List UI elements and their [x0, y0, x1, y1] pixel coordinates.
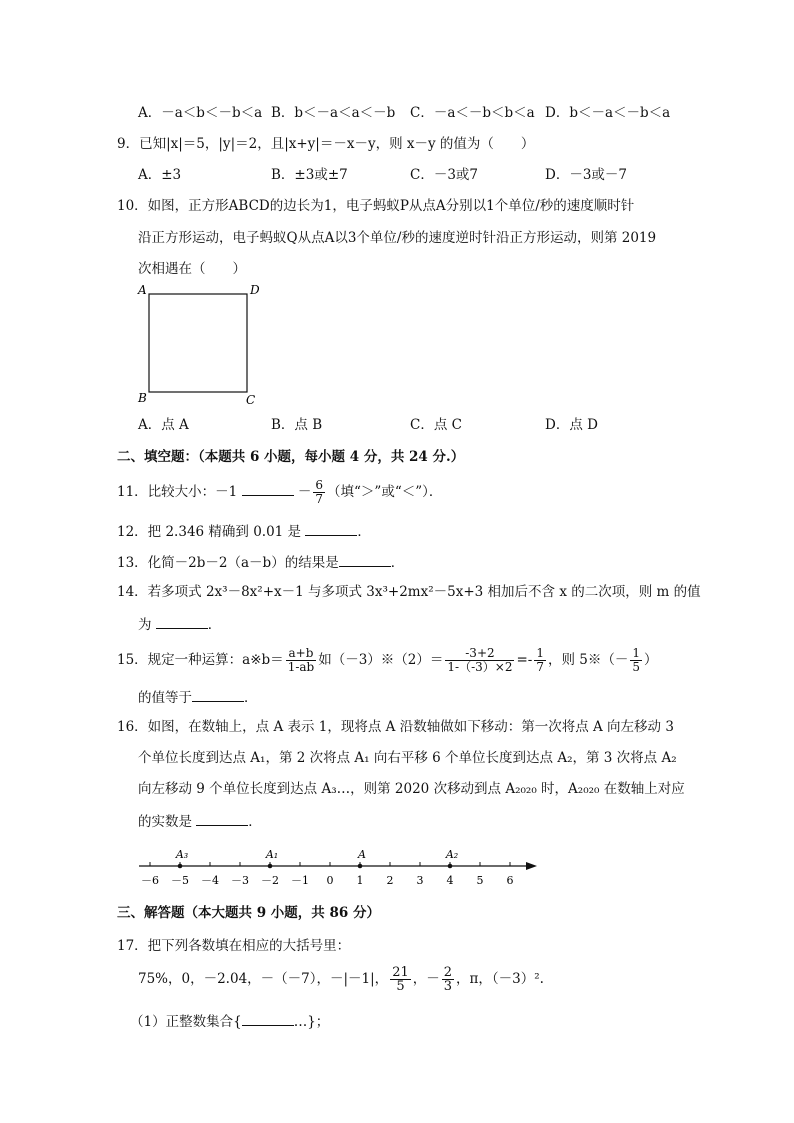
q9-option-b: B．±3或±7: [271, 167, 348, 183]
axis-tick-label: 0: [326, 874, 334, 887]
q9-stem: 9．已知|x|＝5，|y|＝2，且|x+y|＝－x－y，则 x－y 的值为（ ）: [117, 136, 535, 152]
axis-tick-label: －3: [231, 874, 249, 887]
number-line-point-label: A₂: [445, 848, 459, 861]
q16-line-3: 向左移动 9 个单位长度到达点 A₃…，则第 2020 次移动到点 A₂₀₂₀ 时，A₂₀₂₀ 在数轴上对应: [138, 781, 685, 797]
label-c: C: [246, 393, 256, 407]
q15-answer-blank: [192, 687, 244, 702]
square-abcd-figure: [130, 280, 270, 410]
q17-number-list: 75%，0，－2.04，－（－7），－|－1|， $\frac{21}{5}$ ，－ $\frac{2}{3}$ ，π，（－3）².: [138, 965, 544, 994]
q16-line-4: 的实数是 ．: [138, 811, 262, 831]
q14-line-2: 为 ．: [138, 614, 221, 634]
q16-answer-blank: [196, 811, 248, 826]
q17-fraction-2-3: $\frac{2}{3}$: [443, 965, 453, 994]
axis-tick-label: 4: [446, 874, 454, 887]
axis-tick-label: 6: [506, 874, 514, 887]
q14-answer-blank: [156, 614, 208, 629]
q15-line-1: 15．规定一种运算：a※b＝ $\frac{a+b}{1-ab}$ 如（－3）※（2）＝ $\frac{-3+2}{1-(-3)\times 2}$ =- $\frac{1}{7}$ ，则 5※（－ $\frac{1}{5}$ ）: [117, 646, 658, 674]
axis-tick-label: 3: [416, 874, 424, 887]
q8-option-d: D．b＜－a＜－b＜a: [545, 105, 671, 121]
q12-post: ．: [357, 524, 371, 540]
axis-tick-label: －1: [291, 874, 309, 887]
q15-query-fraction: $\frac{1}{5}$: [632, 646, 641, 674]
q15-line-2: 的值等于 ．: [138, 687, 258, 707]
number-line-point-label: A: [358, 848, 366, 861]
section-2-heading: 二、填空题：（本题共 6 小题，每小题 4 分，共 24 分.）: [117, 449, 465, 465]
q15-result-fraction: $\frac{1}{7}$: [536, 646, 544, 674]
axis-tick-label: －6: [141, 874, 159, 887]
q12: [117, 521, 371, 541]
q9-option-c: C．－3或7: [410, 167, 479, 183]
axis-tick-label: －4: [201, 874, 219, 887]
number-line-point: [358, 864, 363, 869]
q11-answer-blank: [242, 481, 294, 496]
q13-pre: 13．化简－2b－2（a－b）的结果是: [117, 555, 339, 571]
q11: [117, 479, 442, 506]
q13: [117, 552, 404, 572]
label-a: A: [138, 283, 147, 297]
q13-answer-blank: [339, 552, 391, 567]
q10-line-2: 沿正方形运动，电子蚂蚁Q从点A以3个单位/秒的速度逆时针沿正方形运动，则第 2019: [138, 230, 657, 246]
q17-stem: 17．把下列各数填在相应的大括号里：: [117, 938, 351, 954]
square-outline: [149, 294, 247, 392]
q16-line-2: 个单位长度到达点 A₁，第 2 次将点 A₁ 向右平移 6 个单位长度到达点 A₂，第 3 次将点 A₂: [138, 750, 677, 766]
q10-option-b: B．点 B: [271, 417, 323, 433]
q8-option-a: A．－a＜b＜－b＜a: [138, 105, 263, 121]
q9-option-d: D．－3或－7: [545, 167, 628, 183]
number-line-point-label: A₁: [265, 848, 279, 861]
q13-post: ．: [390, 555, 405, 571]
q17-fraction-21-5: $\frac{21}{5}$: [392, 965, 409, 994]
q17-sub-1: （1）正整数集合{ …}；: [130, 1011, 329, 1031]
number-line-figure: [135, 838, 545, 894]
axis-tick-label: 1: [356, 874, 364, 887]
q10-line-3: 次相遇在（ ）: [138, 261, 246, 277]
q10-option-a: A．点 A: [138, 417, 189, 433]
number-line-point-label: A₃: [175, 848, 189, 861]
q17-sub-1-blank: [242, 1011, 294, 1026]
q11-fraction: $\frac{6}{7}$: [315, 478, 324, 506]
q11-post: （填“＞”或“＜”）．: [327, 484, 443, 500]
label-b: B: [138, 391, 147, 405]
axis-tick-label: －5: [171, 874, 189, 887]
q9-option-a: A．±3: [138, 167, 182, 183]
q10-option-c: C．点 C: [410, 417, 462, 433]
q11-pre: 11．比较大小：－1: [117, 484, 238, 500]
q15-example-fraction: $\frac{-3+2}{1-(-3)\times 2}$: [447, 646, 513, 674]
section-3-heading: 三、解答题（本大题共 9 小题，共 86 分）: [117, 905, 380, 921]
q8-option-c: C．－a＜－b＜b＜a: [410, 105, 535, 121]
number-line-point: [448, 864, 453, 869]
q10-option-d: D．点 D: [545, 417, 598, 433]
axis-tick-label: 2: [386, 874, 394, 887]
axis-arrow-icon: [526, 862, 537, 870]
q16-line-1: 16．如图，在数轴上，点 A 表示 1，现将点 A 沿数轴做如下移动：第一次将点 A 向左移动 3: [117, 719, 674, 735]
axis-tick-label: －2: [261, 874, 279, 887]
q10-line-1: 10．如图，正方形ABCD的边长为1，电子蚂蚁P从点A分别以1个单位/秒的速度顺时针: [117, 198, 635, 214]
q12-answer-blank: [305, 521, 357, 536]
q15-definition-fraction: $\frac{a+b}{1-ab}$: [287, 646, 315, 674]
label-d: D: [250, 283, 260, 297]
axis-tick-label: 5: [476, 874, 484, 887]
q11-minus: －: [297, 484, 312, 500]
number-line-point: [268, 864, 273, 869]
q12-pre: 12．把 2.346 精确到 0.01 是: [117, 524, 302, 540]
q8-option-b: B．b＜－a＜a＜－b: [271, 105, 396, 121]
number-line-point: [178, 864, 183, 869]
q14-line-1: 14．若多项式 2x³－8x²+x－1 与多项式 3x³+2mx²－5x+3 相加后不含 x 的二次项，则 m 的值: [117, 584, 701, 600]
